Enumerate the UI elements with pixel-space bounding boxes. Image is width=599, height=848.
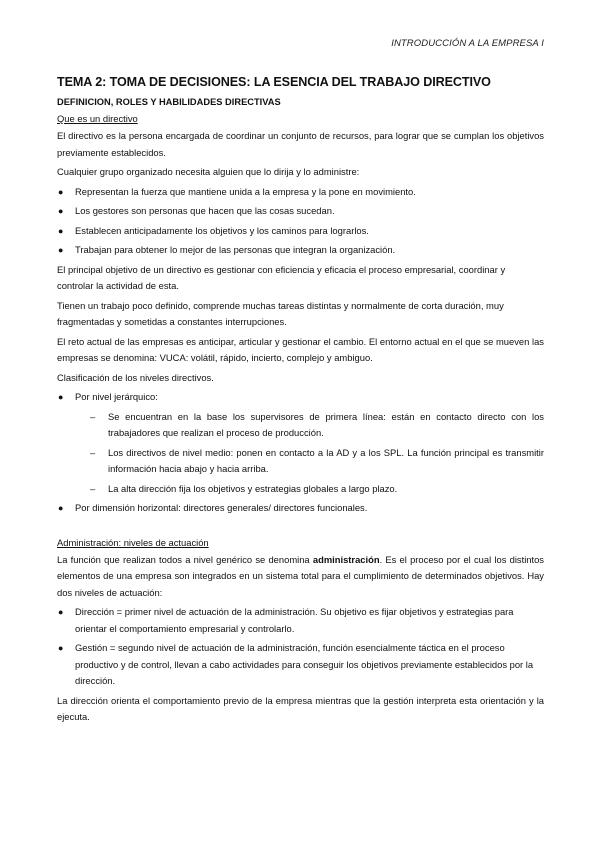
paragraph: Clasificación de los niveles directivos. — [57, 371, 214, 383]
list-item — [57, 203, 544, 220]
sub-list-item-text: Se encuentran en la base los supervisores de primera línea: están en contacto directo con los trabajadores que realizan el proceso de producción. — [108, 410, 544, 438]
bullet-icon: ● — [58, 607, 64, 617]
list-item — [57, 500, 544, 517]
list-item — [57, 640, 544, 690]
list-item-text: Representan la fuerza que mantiene unida a la empresa y la pone en movimiento. — [75, 185, 416, 197]
bullet-icon: ● — [58, 206, 64, 216]
list-item-text: Por nivel jerárquico: — [75, 391, 158, 402]
bullet-list — [57, 389, 544, 517]
sub-list-item — [75, 481, 544, 498]
dash-icon: – — [90, 410, 96, 422]
section-subtitle: DEFINICION, ROLES Y HABILIDADES DIRECTIVAS — [57, 97, 281, 107]
bullet-icon: ● — [58, 186, 64, 197]
paragraph: El directivo es la persona encargada de coordinar un conjunto de recursos, para lograr que se cumplan los objetivos previamente establecidos. — [57, 130, 544, 158]
bullet-icon: ● — [58, 503, 64, 513]
list-item — [57, 389, 544, 497]
list-item — [57, 604, 544, 637]
dash-icon: – — [90, 482, 96, 494]
running-header: INTRODUCCIÓN A LA EMPRESA I — [391, 38, 544, 49]
paragraph-text: . Es el proceso por el cual los distintos elementos de una empresa son integrados en un sistema total para el cumplimiento de determinados objetivos. Hay dos niveles de actuación: — [57, 553, 544, 598]
paragraph: La dirección orienta el comportamiento previo de la empresa mientras que la gestión interpreta esta orientación y la ejecuta. — [57, 694, 544, 722]
sub-list-item — [75, 445, 544, 478]
list-item — [57, 242, 544, 259]
list-item-text: Gestión = segundo nivel de actuación de la administración, función esencialmente táctica en el proceso productivo y de control, llevan a cabo actividades para conseguir los objetivos previamente establecidos por la dirección. — [75, 642, 534, 686]
list-item-text: Por dimensión horizontal: directores generales/ directores funcionales. — [75, 502, 368, 513]
page-content — [57, 74, 544, 729]
paragraph: Cualquier grupo organizado necesita alguien que lo dirija y lo administre: — [57, 166, 360, 177]
paragraph: El principal objetivo de un directivo es gestionar con eficiencia y eficacia el proceso empresarial, coordinar y controlar la actividad de esta. — [57, 263, 506, 291]
sub-list-item-text: La alta dirección fija los objetivos y estrategias globales a largo plazo. — [108, 482, 398, 494]
chapter-title: TEMA 2: TOMA DE DECISIONES: LA ESENCIA DEL TRABAJO DIRECTIVO — [57, 75, 491, 89]
list-item — [57, 223, 544, 240]
bullet-icon: ● — [58, 245, 64, 255]
bullet-icon: ● — [58, 392, 64, 402]
list-item-text: Dirección = primer nivel de actuación de la administración. Su objetivo es fijar objetivos y estrategias para orientar el comportamiento empresarial y controlarlo. — [75, 606, 514, 634]
paragraph-text: La función que realizan todos a nivel genérico se denomina — [57, 553, 313, 565]
bullet-icon: ● — [58, 225, 64, 236]
keyword-administracion: administración — [312, 553, 380, 565]
sub-list-item-text: Los directivos de nivel medio: ponen en contacto a la AD y a los SPL. La función principal es transmitir información hacia abajo y hacia arriba. — [108, 446, 544, 474]
paragraph: El reto actual de las empresas es anticipar, articular y gestionar el cambio. El entorno actual en el que se mueven las empresas se denomina: VUCA: volátil, rápido, incierto, complejo y ambiguo. — [57, 335, 544, 363]
list-item-text: Establecen anticipadamente los objetivos y los caminos para lograrlos. — [75, 224, 369, 236]
list-item — [57, 184, 544, 201]
sub-list-item — [75, 409, 544, 442]
section-heading-directivo: Que es un directivo — [57, 113, 138, 124]
section-heading-administracion: Administración: niveles de actuación — [57, 536, 209, 548]
paragraph: Tienen un trabajo poco definido, comprende muchas tareas distintas y normalmente de corta duración, muy fragmentadas y sometidas a constantes interrupciones. — [57, 299, 504, 327]
paragraph — [57, 552, 544, 602]
sub-list — [75, 409, 544, 498]
list-item-text: Trabajan para obtener lo mejor de las personas que integran la organización. — [75, 244, 396, 255]
bullet-icon: ● — [58, 643, 64, 653]
dash-icon: – — [90, 446, 96, 458]
list-item-text: Los gestores son personas que hacen que las cosas sucedan. — [75, 205, 335, 216]
bullet-list — [57, 604, 544, 690]
bullet-list — [57, 184, 544, 259]
